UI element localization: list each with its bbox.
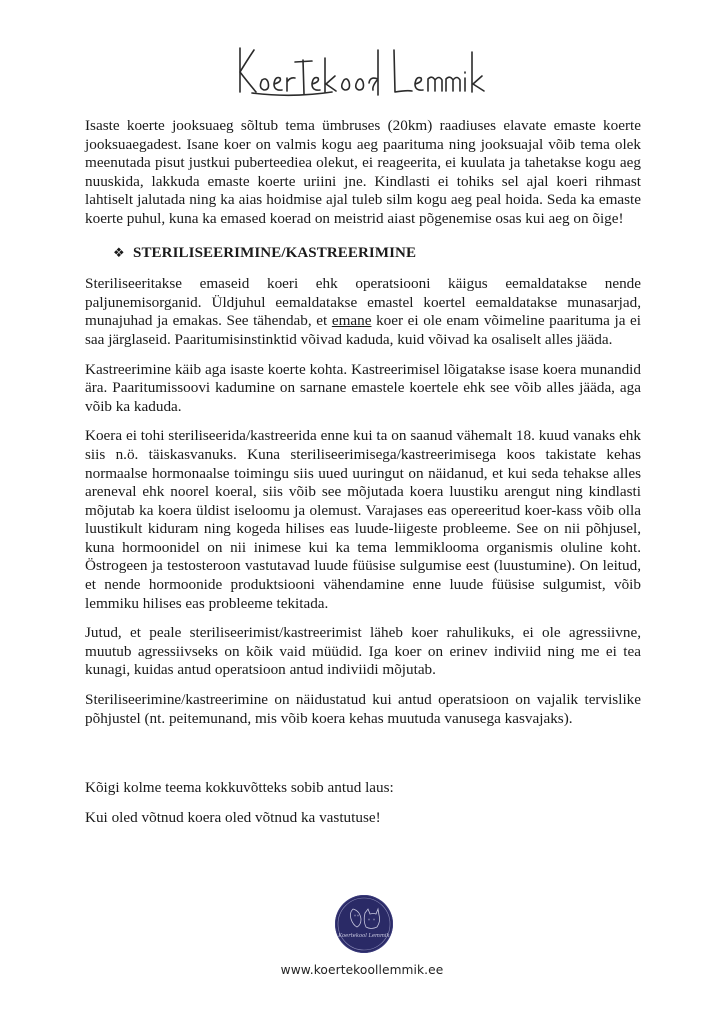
intro-paragraph: Isaste koerte jooksuaeg sõltub tema ümbruses (20km) raadiuses elavate emaste koerte jooksuaegadest. Isane koer on valmis kogu aeg paarituma ning jooksuajal võib tema olek meenutada pisut justkui puberteedieа olekut, ei reageerita, ei kuulata ja tahetakse kogu aeg nuuskida, lakkuda emaste koerte uriini jne. Kindlasti ei tohiks sel ajal koeri rihmast lahtiselt jalutada ning ka aias hoidmise ajal tuleb silm kogu aeg peal hoida. Seda ka emaste koerte puhul, kuna ka emased koerad on meistrid aiast põgenemise osas kui aeg on õige!: [85, 117, 641, 227]
svg-text:Koertekool Lemmik: Koertekool Lemmik: [338, 933, 390, 939]
indication-paragraph: Steriliseerimine/kastreerimine on näidustatud kui antud operatsioon on vajalik tervislike põhjustel (nt. peitemunand, mis võib koera kehas muutuda vanusega kasvajaks).: [85, 691, 641, 727]
myths-paragraph: Jutud, et peale steriliseerimist/kastreerimist läheb koer rahulikuks, ei ole agressiivne, muutub agressiivseks on kõik vaid müüdid. Iga koer on erinev indiviid ning me ei tea kunagi, kuidas antud operatsioon antud indiviidi mõjutab.: [85, 624, 641, 679]
document-body: [85, 117, 641, 838]
underlined-word: emane: [331, 312, 372, 330]
section-heading-title: STERILISEERIMINE/KASTREERIMINE: [133, 244, 417, 261]
castration-paragraph: Kastreerimine käib aga isaste koerte kohta. Kastreerimisel lõigatakse isase koera munandid ära. Paaritumissoovi kadumine on sarnane emastele koertele ehk see võib alles jääda, aga võib ka kaduda.: [85, 360, 641, 415]
paragraph-text: Steriliseeritakse emaseid koeri ehk operatsiooni käigus eemaldatakse nende paljunemisorganid. Üldjuhul eemaldatakse emastel koertel eemaldatakse munasarjad, munajuhad ja emakas. See tähendab, et: [85, 275, 641, 330]
dog-cat-badge-icon: [335, 895, 393, 953]
website-url[interactable]: www.koertekoollemmik.ee: [280, 963, 444, 977]
handwritten-logo-icon: [232, 40, 492, 100]
age-paragraph: Koera ei tohi steriliseerida/kastreerida enne kui ta on saanud vähemalt 18. kuud vanaks ehk siis n.ö. täiskasvanuks. Kuna steriliseerimisega/kastreerimisega koos takistate kehas normaalse hormonaalse toimingu siis uued uuringut on näidanud, et kui seda tehakse alles areneval ehk noorel koeral, siis võib see mõjutada koera luustiku arengut ning kindlasti mõjutab ka koera üldist iseloomu ja olemust. Varajases eas opereeritud koer-kass võib olla luustikult kiduram ning kogeda hilises eas luude-liigeste probleeme. See on nii põhjusel, kuna hormoonidel on nii inimese kui ka tema lemmiklooma organismis oluline koht. Östrogeen ja testosteroon vastutavad luude füüsise sulgumise eest (luustumine). On leitud, et nende hormoonide produktsiooni vähendamine enne luude füüsise sulgumist, võib lemmiku hilises eas probleeme tekitada.: [85, 427, 641, 612]
section-heading: [113, 244, 641, 263]
footer-badge-logo: [335, 895, 393, 953]
summary-quote: Kui oled võtnud koera oled võtnud ka vastutuse!: [85, 808, 381, 826]
diamond-bullet-icon: ❖: [113, 244, 125, 260]
paragraph-text: koer ei ole enam võimeline paarituma ja ei saa järglaseid. Paaritumisinstinktid võivad kaduda, kuid võivad ka osaliselt alles jääda.: [85, 312, 641, 348]
sterilization-paragraph: [85, 275, 641, 349]
spacer: [85, 739, 641, 779]
header-logo: [0, 40, 724, 100]
summary-intro: Kõigi kolme teema kokkuvõtteks sobib antud laus:: [85, 779, 394, 797]
